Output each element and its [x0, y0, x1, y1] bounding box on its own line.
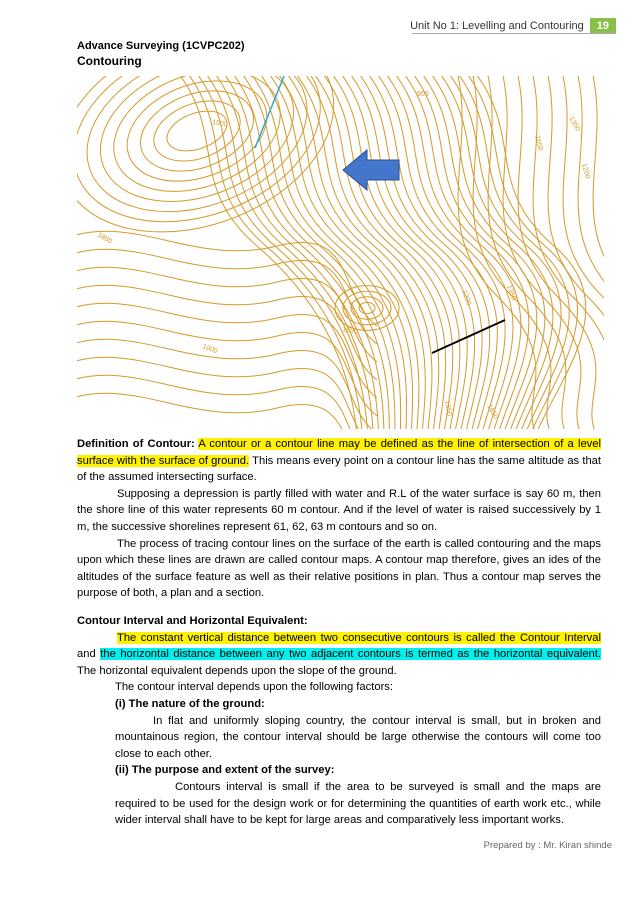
page-header	[410, 18, 616, 34]
contour-label: 1350	[505, 284, 518, 302]
contour-line	[532, 76, 604, 429]
contour-line	[77, 249, 377, 344]
interval-highlight-2: the horizontal distance between any two adjacent contours is termed as the horizontal equivalent.	[100, 648, 601, 661]
definition-para3: The process of tracing contour lines on the surface of the earth is called contouring and the maps upon which these lines are drawn are called contour maps. A contour map therefore, gives an ides of the altitudes of the surface feature as well as their relative positions in plan. Thus a contour map serves the purpose of both, a plan and a section.	[77, 537, 601, 600]
definition-heading: Definition of Contour:	[77, 438, 195, 450]
page-footer: Prepared by : Mr. Kiran shinde	[483, 840, 612, 851]
factor-2-text: Contours interval is small if the area to be surveyed is small and the maps are required to be used for the design work or for determining the quantities of earth work etc., while wider interval shall have to be kept for large areas and comparatively less important works.	[115, 780, 601, 827]
topic-title: Contouring	[77, 54, 142, 68]
contour-line	[321, 76, 453, 429]
contour-line	[77, 231, 377, 326]
contour-line	[77, 393, 377, 429]
contour-label: 900	[417, 91, 429, 98]
contour-label: 1650	[443, 400, 453, 417]
contour-label: 1200	[580, 162, 591, 180]
contour-line	[447, 76, 561, 429]
contour-line	[77, 375, 377, 429]
contour-line	[249, 76, 401, 429]
factor-1-text: In flat and uniformly sloping country, the contour interval is small, but in broken and mountainous region, the contour interval should be large otherwise the contours will come too close to each other.	[115, 714, 601, 760]
interval-rest: The horizontal equivalent depends upon the slope of the ground.	[77, 664, 397, 677]
contour-line	[330, 76, 460, 429]
course-title: Advance Surveying (1CVPC202)	[77, 40, 245, 52]
hill-contour	[100, 76, 293, 201]
contour-label: 1200	[460, 289, 473, 307]
interval-highlight-1: The constant vertical distance between two consecutive contours is called the Contour Interval	[117, 631, 601, 644]
hill-contour	[77, 76, 334, 232]
contour-label: 1350	[567, 115, 582, 133]
factor-2-title: (ii) The purpose and extent of the survey:	[115, 764, 335, 777]
contour-line	[285, 76, 425, 429]
definition-highlight: A contour or a contour line may be defined as the line of intersection of a level surface with the surface of ground.	[77, 438, 601, 467]
interval-section	[77, 613, 601, 829]
contour-label: 1650	[485, 403, 500, 421]
contour-label: 1800	[96, 231, 113, 246]
map-black-line	[432, 320, 505, 353]
header-rule	[412, 33, 616, 34]
definition-rest: This means every point on a contour line has the same altitude as that of the assumed intersecting surface.	[77, 454, 602, 484]
factors-intro: The contour interval depends upon the following factors:	[115, 681, 393, 694]
contour-line	[77, 321, 377, 416]
contour-line	[77, 267, 377, 362]
contour-map	[77, 76, 604, 429]
unit-title: Unit No 1: Levelling and Contouring	[410, 20, 584, 32]
definition-section	[77, 436, 601, 602]
hill-contour	[154, 101, 240, 161]
contour-line	[592, 76, 604, 429]
contour-label: 1650	[341, 326, 359, 336]
interval-and: and	[77, 648, 96, 661]
definition-para2: Supposing a depression is partly filled with water and R.L of the water surface is say 60 m, then the shore line of this water represents 60 m contour. And if the level of water is raised successively by 1 m, the successive shorelines represent 61, 62, 63 m contours and so on.	[77, 487, 601, 533]
page-number: 19	[590, 18, 616, 34]
contour-line	[474, 76, 586, 429]
contour-line	[258, 76, 407, 429]
contour-line	[77, 357, 377, 429]
contour-line	[562, 76, 604, 429]
hill-contour	[127, 81, 267, 181]
contour-label: 1000	[211, 119, 229, 129]
contour-label: 1650	[533, 134, 544, 152]
hill-contour	[167, 111, 227, 151]
factor-1-title: (i) The nature of the ground:	[115, 697, 265, 710]
knoll-contour	[343, 291, 391, 325]
contour-label: 1000	[201, 343, 219, 356]
contour-line	[77, 303, 377, 398]
interval-heading: Contour Interval and Horizontal Equivalent:	[77, 615, 308, 627]
